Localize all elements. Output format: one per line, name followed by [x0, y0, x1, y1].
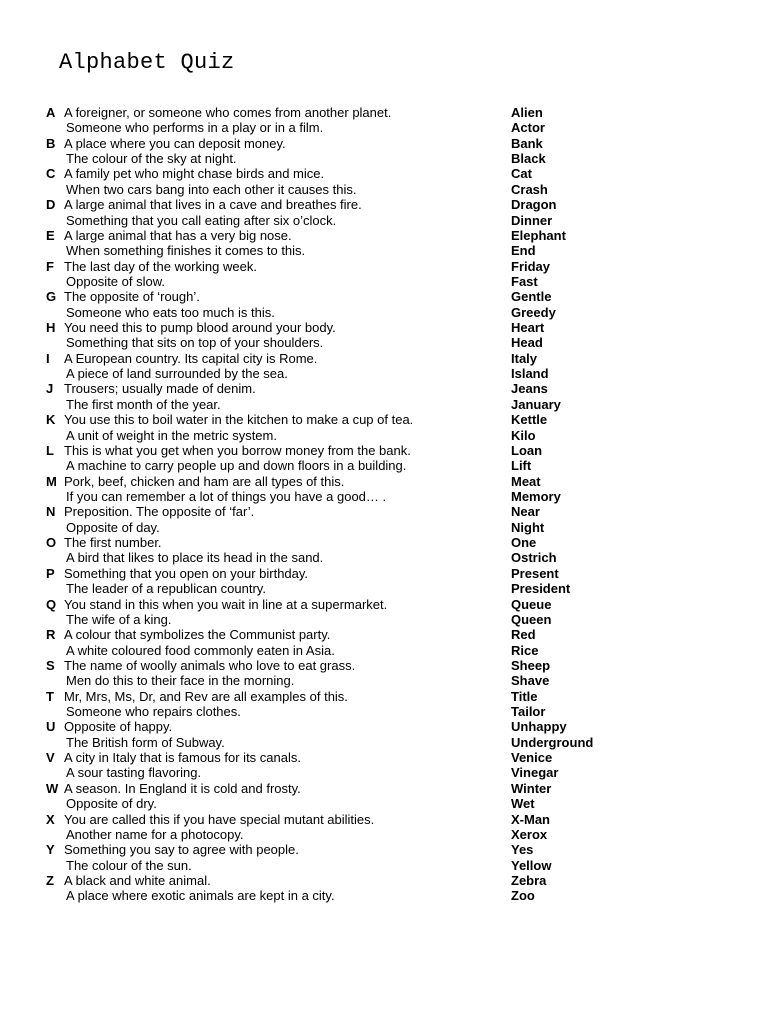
quiz-letter: B: [46, 135, 56, 151]
quiz-row: [0, 873, 768, 888]
quiz-list: [0, 105, 768, 904]
quiz-clue: Something that sits on top of your shoulders.: [66, 335, 324, 351]
quiz-clue: A foreigner, or someone who comes from another planet.: [64, 105, 392, 120]
quiz-letter: X: [46, 811, 55, 827]
quiz-answer: Sheep: [511, 657, 551, 673]
quiz-row: [0, 136, 768, 151]
quiz-row: [0, 888, 768, 903]
quiz-row: [0, 366, 768, 381]
quiz-answer: Venice: [511, 750, 553, 766]
quiz-letter: O: [46, 535, 57, 551]
quiz-row: [0, 704, 768, 719]
quiz-answer: Loan: [511, 442, 543, 458]
quiz-letter: E: [46, 227, 55, 243]
quiz-row: [0, 105, 768, 120]
quiz-clue: The last day of the working week.: [64, 258, 257, 274]
quiz-clue: A city in Italy that is famous for its canals.: [64, 750, 301, 766]
quiz-clue: A large animal that lives in a cave and breathes fire.: [64, 197, 362, 213]
quiz-answer: Actor: [511, 120, 545, 136]
quiz-row: [0, 428, 768, 443]
quiz-clue: The colour of the sun.: [66, 857, 192, 873]
quiz-answer: Zebra: [511, 872, 547, 888]
quiz-clue: Something that you open on your birthday.: [64, 565, 309, 581]
quiz-letter: D: [46, 197, 56, 213]
quiz-answer: Wet: [511, 796, 535, 812]
quiz-answer: Meat: [511, 473, 541, 489]
quiz-clue: A sour tasting flavoring.: [66, 765, 202, 781]
quiz-row: [0, 581, 768, 596]
quiz-answer: Yes: [511, 842, 534, 858]
quiz-row: [0, 627, 768, 642]
quiz-answer: Black: [511, 151, 546, 167]
quiz-clue: A colour that symbolizes the Communist party.: [64, 627, 331, 643]
quiz-row: [0, 443, 768, 458]
quiz-clue: The first month of the year.: [66, 396, 221, 412]
quiz-letter: N: [46, 504, 56, 520]
quiz-clue: When two cars bang into each other it causes this.: [66, 181, 357, 197]
quiz-answer: Ostrich: [511, 550, 557, 566]
quiz-clue: The wife of a king.: [66, 611, 172, 627]
quiz-row: [0, 858, 768, 873]
quiz-answer: Crash: [511, 181, 548, 197]
quiz-letter: H: [46, 320, 56, 336]
quiz-clue: You stand in this when you wait in line at a supermarket.: [64, 596, 388, 612]
quiz-row: [0, 719, 768, 734]
quiz-clue: You need this to pump blood around your body.: [64, 320, 336, 336]
quiz-clue: The opposite of ‘rough’.: [64, 289, 200, 305]
quiz-clue: If you can remember a lot of things you have a good… .: [66, 488, 387, 504]
quiz-letter: J: [46, 381, 54, 397]
quiz-row: [0, 673, 768, 688]
quiz-letter: P: [46, 565, 55, 581]
quiz-row: [0, 166, 768, 181]
quiz-row: [0, 796, 768, 811]
quiz-row: [0, 750, 768, 765]
quiz-answer: Alien: [511, 105, 543, 120]
quiz-clue: Opposite of happy.: [64, 719, 173, 735]
quiz-clue: Pork, beef, chicken and ham are all types of this.: [64, 473, 345, 489]
quiz-answer: Near: [511, 504, 540, 520]
quiz-letter: V: [46, 750, 55, 766]
quiz-letter: R: [46, 627, 56, 643]
quiz-clue: The name of woolly animals who love to eat grass.: [64, 657, 356, 673]
quiz-answer: Underground: [511, 734, 594, 750]
quiz-clue: Another name for a photocopy.: [66, 826, 244, 842]
quiz-answer: Dinner: [511, 212, 553, 228]
quiz-answer: Jeans: [511, 381, 548, 397]
quiz-answer: Fast: [511, 273, 538, 289]
quiz-row: [0, 474, 768, 489]
quiz-answer: Italy: [511, 350, 538, 366]
quiz-letter: C: [46, 166, 56, 182]
quiz-clue: A unit of weight in the metric system.: [66, 427, 277, 443]
quiz-clue: A white coloured food commonly eaten in Asia.: [66, 642, 335, 658]
quiz-letter: L: [46, 442, 54, 458]
quiz-row: [0, 305, 768, 320]
quiz-clue: A piece of land surrounded by the sea.: [66, 366, 288, 382]
quiz-row: [0, 213, 768, 228]
quiz-letter: F: [46, 258, 54, 274]
quiz-clue: When something finishes it comes to this.: [66, 243, 306, 259]
quiz-letter: S: [46, 657, 55, 673]
quiz-clue: Opposite of dry.: [66, 796, 157, 812]
quiz-answer: Elephant: [511, 227, 566, 243]
quiz-answer: Cat: [511, 166, 532, 182]
quiz-clue: A black and white animal.: [64, 872, 211, 888]
quiz-answer: Kilo: [511, 427, 536, 443]
quiz-clue: The colour of the sky at night.: [66, 151, 237, 167]
quiz-clue: A season. In England it is cold and frosty.: [64, 780, 301, 796]
quiz-answer: Memory: [511, 488, 561, 504]
quiz-row: [0, 520, 768, 535]
quiz-letter: U: [46, 719, 56, 735]
quiz-row: [0, 842, 768, 857]
quiz-letter: I: [46, 350, 50, 366]
quiz-row: [0, 612, 768, 627]
quiz-clue: You use this to boil water in the kitchen to make a cup of tea.: [64, 412, 414, 428]
quiz-row: [0, 320, 768, 335]
quiz-answer: Heart: [511, 320, 545, 336]
quiz-answer: Xerox: [511, 826, 548, 842]
quiz-answer: Unhappy: [511, 719, 567, 735]
quiz-answer: Queue: [511, 596, 552, 612]
quiz-clue: A place where exotic animals are kept in a city.: [66, 888, 335, 904]
quiz-answer: Head: [511, 335, 543, 351]
quiz-row: [0, 182, 768, 197]
quiz-clue: A machine to carry people up and down floors in a building.: [66, 458, 407, 474]
quiz-row: [0, 504, 768, 519]
quiz-row: [0, 658, 768, 673]
quiz-answer: Red: [511, 627, 536, 643]
quiz-answer: Bank: [511, 135, 543, 151]
quiz-answer: Winter: [511, 780, 552, 796]
quiz-answer: Greedy: [511, 304, 556, 320]
quiz-row: [0, 151, 768, 166]
quiz-clue: Opposite of slow.: [66, 273, 165, 289]
quiz-answer: January: [511, 396, 561, 412]
quiz-clue: Opposite of day.: [66, 519, 160, 535]
quiz-clue: Men do this to their face in the morning.: [66, 673, 295, 689]
quiz-answer: President: [511, 581, 571, 597]
quiz-clue: Someone who eats too much is this.: [66, 304, 275, 320]
quiz-row: [0, 550, 768, 565]
quiz-letter: Y: [46, 842, 55, 858]
quiz-letter: K: [46, 412, 56, 428]
quiz-row: [0, 765, 768, 780]
quiz-clue: A bird that likes to place its head in the sand.: [66, 550, 324, 566]
quiz-clue: Preposition. The opposite of ‘far’.: [64, 504, 255, 520]
quiz-answer: Zoo: [511, 888, 535, 904]
quiz-letter: Q: [46, 596, 57, 612]
quiz-clue: A place where you can deposit money.: [64, 135, 286, 151]
quiz-row: [0, 381, 768, 396]
quiz-letter: W: [46, 780, 59, 796]
quiz-row: [0, 597, 768, 612]
quiz-clue: Mr, Mrs, Ms, Dr, and Rev are all examples of this.: [64, 688, 348, 704]
quiz-clue: A large animal that has a very big nose.: [64, 227, 292, 243]
quiz-answer: Night: [511, 519, 545, 535]
quiz-letter: A: [46, 105, 56, 120]
quiz-row: [0, 458, 768, 473]
quiz-row: [0, 535, 768, 550]
quiz-letter: G: [46, 289, 57, 305]
quiz-row: [0, 120, 768, 135]
quiz-clue: Trousers; usually made of denim.: [64, 381, 256, 397]
quiz-row: [0, 689, 768, 704]
quiz-answer: Gentle: [511, 289, 552, 305]
quiz-answer: Present: [511, 565, 559, 581]
quiz-row: [0, 643, 768, 658]
quiz-row: [0, 274, 768, 289]
page-title: Alphabet Quiz: [59, 50, 235, 75]
quiz-answer: Kettle: [511, 412, 548, 428]
quiz-answer: Lift: [511, 458, 532, 474]
quiz-row: [0, 289, 768, 304]
quiz-clue: A European country. Its capital city is Rome.: [64, 350, 318, 366]
quiz-row: [0, 228, 768, 243]
quiz-clue: Someone who performs in a play or in a film.: [66, 120, 324, 136]
quiz-letter: Z: [46, 872, 54, 888]
quiz-row: [0, 197, 768, 212]
quiz-row: [0, 489, 768, 504]
quiz-row: [0, 412, 768, 427]
quiz-answer: Rice: [511, 642, 539, 658]
quiz-answer: Title: [511, 688, 538, 704]
quiz-answer: X-Man: [511, 811, 550, 827]
quiz-row: [0, 566, 768, 581]
quiz-row: [0, 259, 768, 274]
quiz-letter: T: [46, 688, 54, 704]
quiz-row: [0, 735, 768, 750]
quiz-answer: Island: [511, 366, 549, 382]
quiz-row: [0, 335, 768, 350]
quiz-clue: Someone who repairs clothes.: [66, 704, 241, 720]
quiz-clue: Something that you call eating after six o’clock.: [66, 212, 337, 228]
quiz-letter: M: [46, 473, 57, 489]
quiz-answer: Dragon: [511, 197, 557, 213]
quiz-answer: Yellow: [511, 857, 552, 873]
quiz-row: [0, 812, 768, 827]
quiz-clue: This is what you get when you borrow money from the bank.: [64, 442, 411, 458]
quiz-clue: The leader of a republican country.: [66, 581, 266, 597]
quiz-answer: Shave: [511, 673, 550, 689]
quiz-row: [0, 827, 768, 842]
quiz-answer: Tailor: [511, 704, 546, 720]
quiz-clue: A family pet who might chase birds and mice.: [64, 166, 325, 182]
quiz-row: [0, 243, 768, 258]
quiz-answer: Queen: [511, 611, 552, 627]
quiz-answer: End: [511, 243, 536, 259]
quiz-clue: You are called this if you have special mutant abilities.: [64, 811, 375, 827]
quiz-row: [0, 351, 768, 366]
quiz-row: [0, 781, 768, 796]
quiz-clue: The first number.: [64, 535, 162, 551]
quiz-row: [0, 397, 768, 412]
quiz-answer: Friday: [511, 258, 551, 274]
quiz-clue: The British form of Subway.: [66, 734, 225, 750]
quiz-clue: Something you say to agree with people.: [64, 842, 299, 858]
quiz-answer: One: [511, 535, 537, 551]
quiz-answer: Vinegar: [511, 765, 559, 781]
